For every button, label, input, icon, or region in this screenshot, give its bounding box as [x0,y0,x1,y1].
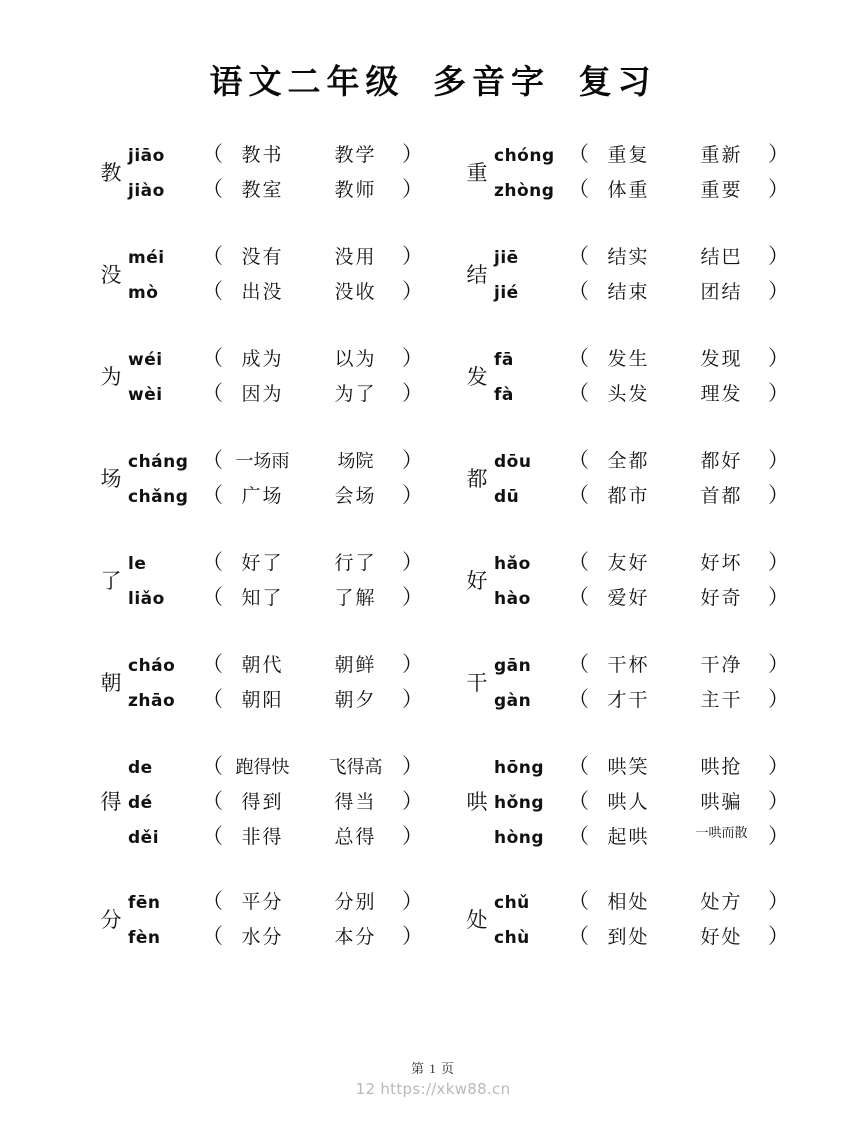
pinyin-label: liǎo [128,589,165,609]
example-word: 没用 [334,247,377,268]
example-word: 广场 [241,486,284,507]
example-word: 场院 [337,451,374,471]
pinyin-label: chóng [494,146,555,166]
close-paren: ） [402,346,423,370]
close-paren: ） [402,789,423,813]
example-word: 朝代 [241,655,284,676]
pinyin-label: fà [494,385,514,405]
open-paren: （ [202,346,223,370]
open-paren: （ [202,177,223,201]
word-pair [582,277,768,304]
entry-columns [0,138,866,987]
word-pair [582,822,768,849]
head-character: 教 [100,160,122,185]
pinyin-label: zhāo [128,691,176,711]
example-word: 才干 [607,690,650,711]
pinyin-label: le [128,554,147,574]
close-paren: ） [402,889,423,913]
close-paren: ） [402,550,423,574]
close-paren: ） [768,279,789,303]
close-paren: ） [402,483,423,507]
example-word: 教师 [334,180,377,201]
open-paren: （ [568,381,589,405]
example-word: 发生 [607,349,650,370]
pronunciation-row [492,820,789,855]
head-character: 场 [100,466,122,491]
example-word: 跑得快 [235,757,290,777]
pinyin-label: méi [128,248,165,268]
example-word: 重新 [700,145,743,166]
pinyin-label: fèn [128,928,161,948]
close-paren: ） [402,824,423,848]
open-paren: （ [202,448,223,472]
example-word: 朝夕 [334,690,377,711]
open-paren: （ [202,652,223,676]
pronunciation-row [492,173,789,208]
close-paren: ） [768,585,789,609]
close-paren: ） [402,687,423,711]
head-character: 发 [466,364,488,389]
open-paren: （ [202,142,223,166]
word-pair [582,379,768,406]
example-word: 主干 [700,690,743,711]
word-pair [582,685,768,712]
pinyin-label: chǎng [128,487,189,507]
open-paren: （ [568,448,589,472]
open-paren: （ [568,550,589,574]
pinyin-label: gān [494,656,532,676]
pronunciation-rows [492,648,789,718]
head-character: 干 [466,670,488,695]
pinyin-label: zhòng [494,181,555,201]
pinyin-label: mò [128,283,159,303]
example-word: 得当 [334,792,377,813]
close-paren: ） [768,381,789,405]
page-footer [0,1058,866,1098]
pronunciation-rows [492,240,789,310]
close-paren: ） [768,177,789,201]
pinyin-label: dū [494,487,520,507]
word-pair [582,583,768,610]
open-paren: （ [202,889,223,913]
word-pair [582,481,768,508]
pronunciation-rows [492,546,789,616]
pinyin-label: fēn [128,893,161,913]
head-character: 得 [100,790,122,814]
pronunciation-row [492,785,789,820]
open-paren: （ [568,346,589,370]
close-paren: ） [402,381,423,405]
pronunciation-row [492,885,789,920]
open-paren: （ [202,585,223,609]
open-paren: （ [568,177,589,201]
example-word: 平分 [241,892,284,913]
pronunciation-row [492,581,789,616]
pronunciation-row [492,648,789,683]
pronunciation-row [492,342,789,377]
open-paren: （ [568,687,589,711]
open-paren: （ [568,142,589,166]
pronunciation-row [492,138,789,173]
close-paren: ） [402,585,423,609]
page-title: 语文二年级 多音字 复习 [209,65,657,101]
pinyin-label: cháo [128,656,176,676]
example-word: 水分 [241,927,284,948]
example-word: 结束 [607,282,650,303]
close-paren: ） [768,244,789,268]
example-word: 教书 [241,145,284,166]
word-pair [582,175,768,202]
pinyin-label: děi [128,828,160,848]
open-paren: （ [202,550,223,574]
example-word: 成为 [241,349,284,370]
pinyin-label: dōu [494,452,532,472]
head-character: 处 [466,907,488,932]
open-paren: （ [568,824,589,848]
head-character: 没 [100,262,122,287]
example-word: 出没 [241,282,284,303]
close-paren: ） [402,177,423,201]
pinyin-label: hǒng [494,793,545,813]
close-paren: ） [768,824,789,848]
example-word: 首都 [700,486,743,507]
open-paren: （ [568,889,589,913]
example-word: 哄人 [607,792,650,813]
open-paren: （ [202,789,223,813]
page-number: 第 1 页 [410,1061,455,1076]
head-character: 哄 [466,790,488,814]
open-paren: （ [568,754,589,778]
close-paren: ） [768,924,789,948]
word-pair [582,887,768,914]
example-word: 哄抢 [700,757,743,778]
example-word: 体重 [607,180,650,201]
word-pair [582,787,768,814]
pronunciation-row [492,479,789,514]
example-word: 分别 [334,892,377,913]
close-paren: ） [402,142,423,166]
example-word: 一场雨 [235,451,290,471]
pronunciation-row [492,275,789,310]
example-word: 朝鲜 [334,655,377,676]
pinyin-label: wèi [128,385,163,405]
close-paren: ） [768,483,789,507]
example-word: 没有 [241,247,284,268]
close-paren: ） [402,279,423,303]
example-word: 好坏 [700,553,743,574]
close-paren: ） [768,550,789,574]
open-paren: （ [568,652,589,676]
watermark-url: 12 https://xkw88.cn [355,1080,511,1098]
open-paren: （ [202,279,223,303]
example-word: 知了 [241,588,284,609]
example-word: 友好 [607,553,650,574]
pinyin-label: hòng [494,828,545,848]
pinyin-label: dé [128,793,153,813]
pinyin-label: cháng [128,452,189,472]
example-word: 结实 [607,247,650,268]
example-word: 为了 [334,384,377,405]
open-paren: （ [568,244,589,268]
pinyin-label: wéi [128,350,163,370]
close-paren: ） [768,142,789,166]
example-word: 发现 [700,349,743,370]
open-paren: （ [568,585,589,609]
example-word: 干净 [700,655,743,676]
pinyin-label: jiē [494,248,519,268]
open-paren: （ [202,754,223,778]
word-pair [582,650,768,677]
pinyin-label: chǔ [494,893,530,913]
example-word: 团结 [700,282,743,303]
word-pair [582,242,768,269]
pronunciation-row [492,444,789,479]
example-word: 因为 [241,384,284,405]
head-character: 朝 [100,670,122,695]
pinyin-label: de [128,758,153,778]
close-paren: ） [768,889,789,913]
head-character: 好 [466,568,488,593]
close-paren: ） [768,448,789,472]
head-character: 都 [466,466,488,491]
pronunciation-row [492,240,789,275]
example-word: 处方 [700,892,743,913]
example-word: 好了 [241,553,284,574]
example-word: 会场 [334,486,377,507]
close-paren: ） [402,754,423,778]
example-word: 了解 [334,588,377,609]
example-word: 干杯 [607,655,650,676]
close-paren: ） [768,346,789,370]
head-character: 了 [100,568,122,593]
example-word: 教室 [241,180,284,201]
word-pair [582,752,768,779]
example-word: 本分 [334,927,377,948]
pronunciation-rows [492,342,789,412]
close-paren: ） [402,448,423,472]
head-character: 为 [100,364,122,389]
example-word: 总得 [334,827,377,848]
example-word: 非得 [241,827,284,848]
pinyin-label: chù [494,928,530,948]
example-word: 头发 [607,384,650,405]
example-word: 朝阳 [241,690,284,711]
word-pair [582,446,768,473]
close-paren: ） [402,652,423,676]
close-paren: ） [768,789,789,813]
example-word: 飞得高 [328,757,383,777]
open-paren: （ [568,789,589,813]
example-word: 哄骗 [700,792,743,813]
example-word: 以为 [334,349,377,370]
example-word: 没收 [334,282,377,303]
pronunciation-rows [492,885,789,955]
close-paren: ） [768,687,789,711]
pinyin-label: jié [494,283,519,303]
head-character: 分 [100,907,122,932]
example-word: 好处 [700,927,743,948]
example-word: 好奇 [700,588,743,609]
open-paren: （ [568,279,589,303]
word-pair [582,922,768,949]
close-paren: ） [768,652,789,676]
pronunciation-row [492,750,789,785]
example-word: 一哄而散 [695,825,748,840]
pinyin-label: hǎo [494,554,531,574]
open-paren: （ [202,924,223,948]
close-paren: ） [768,754,789,778]
example-word: 都好 [700,451,743,472]
example-word: 重复 [607,145,650,166]
head-character: 结 [466,262,488,287]
example-word: 教学 [334,145,377,166]
pinyin-label: jiào [128,181,165,201]
example-word: 结巴 [700,247,743,268]
head-character: 重 [466,160,488,185]
open-paren: （ [202,687,223,711]
example-word: 理发 [700,384,743,405]
pronunciation-row [492,377,789,412]
pronunciation-row [492,683,789,718]
example-word: 哄笑 [607,757,650,778]
pinyin-label: hōng [494,758,545,778]
right-column [0,138,789,987]
example-word: 相处 [607,892,650,913]
word-pair [582,344,768,371]
word-pair [582,548,768,575]
open-paren: （ [202,244,223,268]
pronunciation-rows [492,750,789,855]
pinyin-label: fā [494,350,514,370]
close-paren: ） [402,244,423,268]
pronunciation-rows [492,444,789,514]
pronunciation-rows [492,138,789,208]
pinyin-label: hào [494,589,531,609]
pronunciation-row [492,920,789,955]
open-paren: （ [202,483,223,507]
example-word: 到处 [607,927,650,948]
example-word: 重要 [700,180,743,201]
pinyin-label: jiāo [128,146,165,166]
pinyin-label: gàn [494,691,532,711]
open-paren: （ [568,483,589,507]
example-word: 都市 [607,486,650,507]
example-word: 全都 [607,451,650,472]
pronunciation-row [492,546,789,581]
example-word: 行了 [334,553,377,574]
word-pair [582,140,768,167]
close-paren: ） [402,924,423,948]
open-paren: （ [202,381,223,405]
example-word: 爱好 [607,588,650,609]
open-paren: （ [202,824,223,848]
open-paren: （ [568,924,589,948]
example-word: 得到 [241,792,284,813]
example-word: 起哄 [607,827,650,848]
